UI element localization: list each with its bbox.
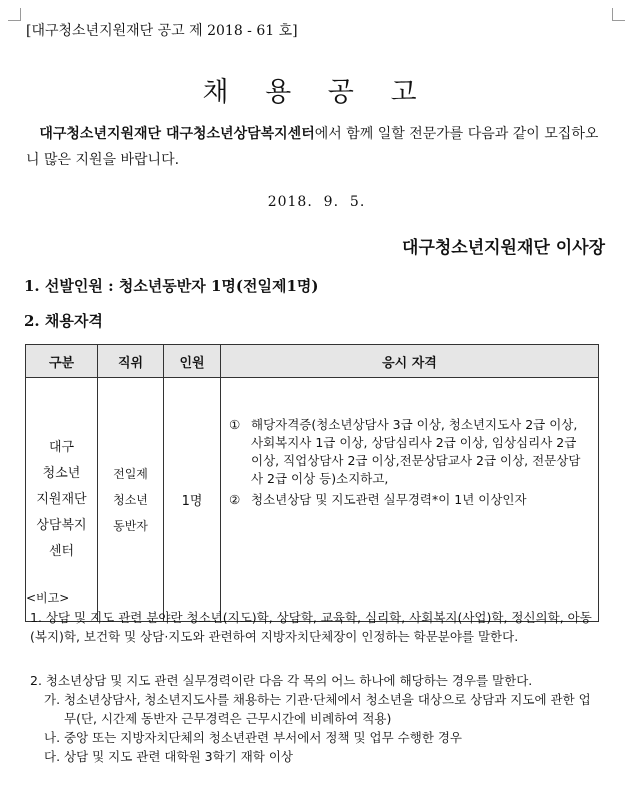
signature: 대구청소년지원재단 이사장 <box>402 238 605 258</box>
cell-organization: 대구 청소년 지원재단 상담복지 센터 <box>26 378 98 622</box>
section-headcount: 1. 선발인원 : 청소년동반자 1명(전일제1명) <box>24 277 319 295</box>
note-subitem: 가. 청소년상담사, 청소년지도사를 채용하는 기관·단체에서 청소년을 대상으로 상담과 지도에 관한 업무(단, 시간제 동반자 근무경력은 근무시간에 비례하여 적용) <box>44 692 591 726</box>
note-2: 2. 청소년상담 및 지도 관련 실무경력이란 다음 각 목의 어느 하나에 해당하는 경우를 말한다. <box>30 673 533 688</box>
cell-position: 전일제 청소년 동반자 <box>98 378 164 622</box>
section-qualification: 2. 채용자격 <box>24 312 103 330</box>
qualification-item: ① 해당자격증(청소년상담사 3급 이상, 청소년지도사 2급 이상, 사회복지사 1급 이상, 상담심리사 2급 이상, 임상심리사 2급 이상, 직업상담사 2급 이상,전문상담교사 2급 이상, 전문상담사 2급 이상 등)소지하고, <box>229 417 581 486</box>
notice-date: 2018. 9. 5. <box>267 194 366 210</box>
cell-qualification <box>221 378 599 622</box>
intro-text: 에서 함께 일할 전문가를 다음과 같이 모집하오니 많은 지원을 바랍니다. <box>26 126 599 168</box>
table-header-row <box>26 345 599 378</box>
notes-label: <비고> <box>26 591 70 605</box>
page-corner-mark <box>8 8 21 21</box>
document-title: 채 용 공 고 <box>202 77 431 108</box>
header-qualification: 응시 자격 <box>221 345 599 378</box>
header-category: 구분 <box>26 345 98 378</box>
page-corner-mark <box>612 8 625 21</box>
note-subitem: 나. 중앙 또는 지방자치단체의 청소년관련 부서에서 정책 및 업무 수행한 경우 <box>44 730 463 745</box>
note-subitem: 다. 상담 및 지도 관련 대학원 3학기 재학 이상 <box>44 749 293 764</box>
table-row <box>26 378 599 622</box>
intro-org: 대구청소년지원재단 대구청소년상담복지센터 <box>39 126 315 142</box>
notice-number: [대구청소년지원재단 공고 제 2018 - 61 호] <box>26 23 298 39</box>
intro-paragraph <box>26 121 604 173</box>
header-position: 직위 <box>98 345 164 378</box>
qualification-item: ② 청소년상담 및 지도관련 실무경력*이 1년 이상인자 <box>229 492 527 507</box>
header-count: 인원 <box>164 345 221 378</box>
note-2-subitems <box>44 690 602 766</box>
note-1: 1. 상담 및 지도 관련 분야란 청소년(지도)학, 상담학, 교육학, 심리학, 사회복지(사업)학, 정신의학, 아동(복지)학, 보건학 및 상담·지도와 관련하여 지방자치단체장이 인정하는 학문분야를 말한다. <box>30 610 592 644</box>
qualification-table <box>25 344 599 622</box>
cell-count: 1명 <box>164 378 221 622</box>
